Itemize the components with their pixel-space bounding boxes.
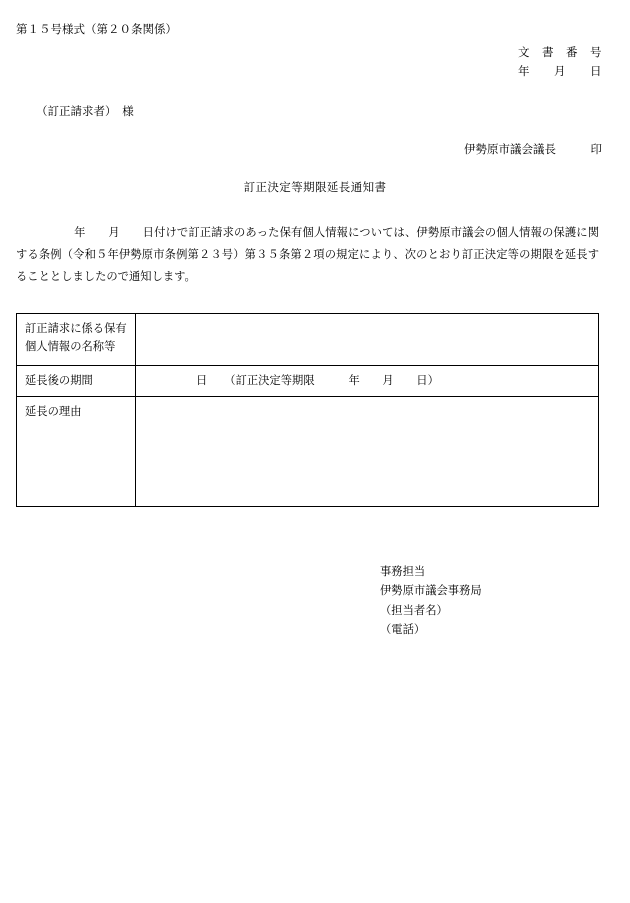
issuer-line: 伊勢原市議会議長 印 bbox=[464, 144, 602, 156]
document-date-label: 年 月 日 bbox=[518, 66, 602, 78]
row-label-name-of-info: 訂正請求に係る保有個人情報の名称等 bbox=[17, 314, 136, 366]
row-label-reason: 延長の理由 bbox=[17, 397, 136, 507]
footer-contact-label: 事務担当 bbox=[380, 566, 426, 578]
footer-office: 伊勢原市議会事務局 bbox=[380, 585, 482, 598]
document-number-label: 文 書 番 号 bbox=[518, 47, 602, 59]
body-paragraph bbox=[16, 222, 599, 288]
form-number: 第１５号様式（第２０条関係） bbox=[16, 24, 177, 36]
row-value-extended-period[interactable]: 日 （訂正決定等期限 年 月 日） bbox=[136, 366, 599, 397]
body-paragraph-text: 年 月 日付けで訂正請求のあった保有個人情報については、伊勢原市議会の個人情報の保護に関する条例（令和５年伊勢原市条例第２３号）第３５条第２項の規定により、次のとおり訂正決定等の期限を延長することとしましたので通知します。 bbox=[16, 227, 599, 284]
row-value-reason[interactable] bbox=[136, 397, 599, 507]
document-title: 訂正決定等期限延長通知書 bbox=[243, 182, 387, 194]
table-row bbox=[17, 397, 599, 507]
footer-contact-block bbox=[380, 563, 482, 641]
table-row bbox=[17, 366, 599, 397]
addressee-line: （訂正請求者） 様 bbox=[36, 106, 134, 118]
footer-person: （担当者名） bbox=[380, 604, 448, 617]
footer-phone: （電話） bbox=[380, 624, 426, 637]
row-value-name-of-info[interactable] bbox=[136, 314, 599, 366]
table-row bbox=[17, 314, 599, 366]
details-table bbox=[16, 313, 599, 507]
row-label-extended-period: 延長後の期間 bbox=[17, 366, 136, 397]
